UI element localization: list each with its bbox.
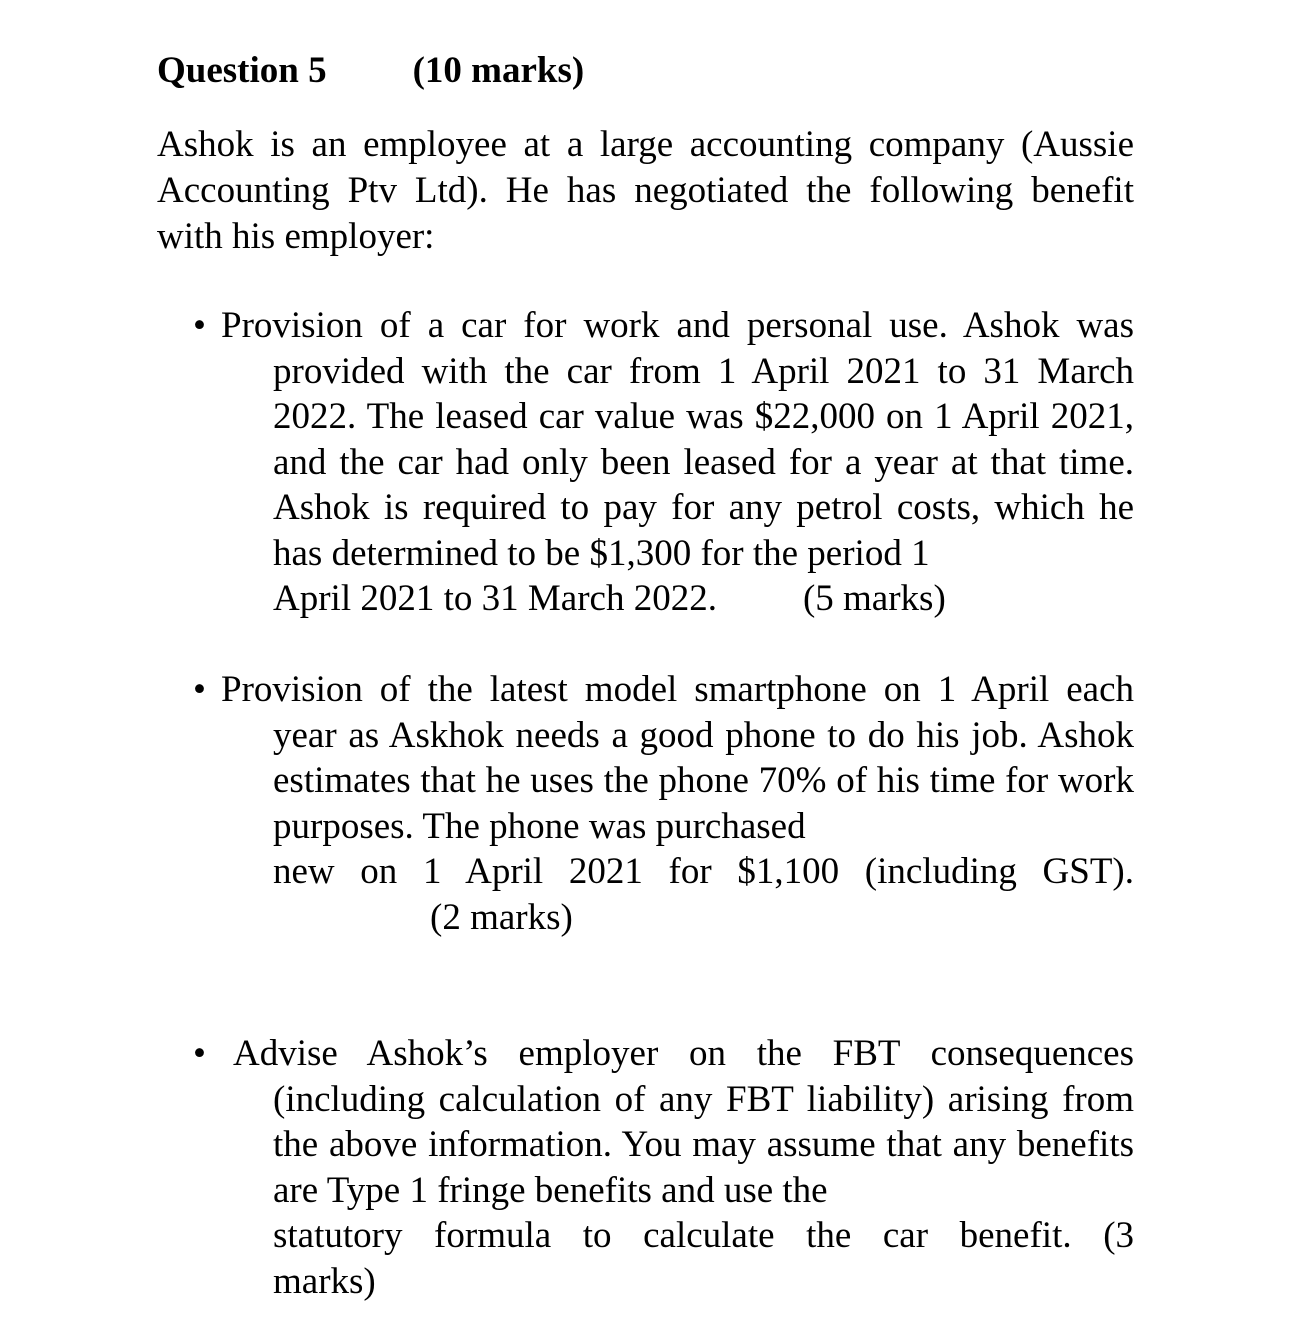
item-marks: (2 marks) xyxy=(430,896,573,938)
item-marks: (3 xyxy=(1103,1215,1135,1256)
list-item-first-line: Provision of a car for work and personal use. Ashok was xyxy=(221,305,1134,346)
list-item-last-line: April 2021 to 31 March 2022. xyxy=(273,578,717,619)
list-item-text xyxy=(221,303,1134,622)
question-heading xyxy=(157,48,584,94)
item-marks-tail: marks) xyxy=(273,1260,376,1302)
list-item-last-line: statutory formula to calculate the car benefit. xyxy=(273,1215,1072,1256)
bullet-icon: • xyxy=(193,669,206,710)
list-item-text xyxy=(233,1031,1135,1304)
list-item-text xyxy=(221,667,1134,940)
list-item-last-line-with-marks xyxy=(273,1213,1134,1259)
question-title: Question 5 xyxy=(157,50,327,91)
list-item-body: provided with the car from 1 April 2021 to 31 March 2022. The leased car value was $22,000 on 1 April 2021, and the car had only been leased for a year at that time. Ashok is required to pay for any petrol costs, which he has determined to be $1,300 for the period 1 xyxy=(273,350,1134,574)
list-item-body: year as Askhok needs a good phone to do his job. Ashok estimates that he uses the phone 70% of his time for work purposes. The phone was purchased xyxy=(273,714,1134,847)
list-item-body: (including calculation of any FBT liability) arising from the above information. You may assume that any benefits are Type 1 fringe benefits and use the xyxy=(273,1078,1134,1211)
bullet-icon: • xyxy=(193,1033,206,1074)
list-item-first-line: Advise Ashok’s employer on the FBT consequences xyxy=(233,1033,1134,1074)
list-item-first-line: Provision of the latest model smartphone on 1 April each xyxy=(221,669,1134,710)
list-item-last-line: new on 1 April 2021 for $1,100 (including GST). xyxy=(273,851,1134,892)
intro-paragraph: Ashok is an employee at a large accounting company (Aussie Accounting Ptv Ltd). He has negotiated the following benefit with his employer: xyxy=(157,124,1134,257)
bullet-icon: • xyxy=(193,305,206,346)
item-marks: (5 marks) xyxy=(802,578,946,619)
question-total-marks: (10 marks) xyxy=(412,50,585,91)
